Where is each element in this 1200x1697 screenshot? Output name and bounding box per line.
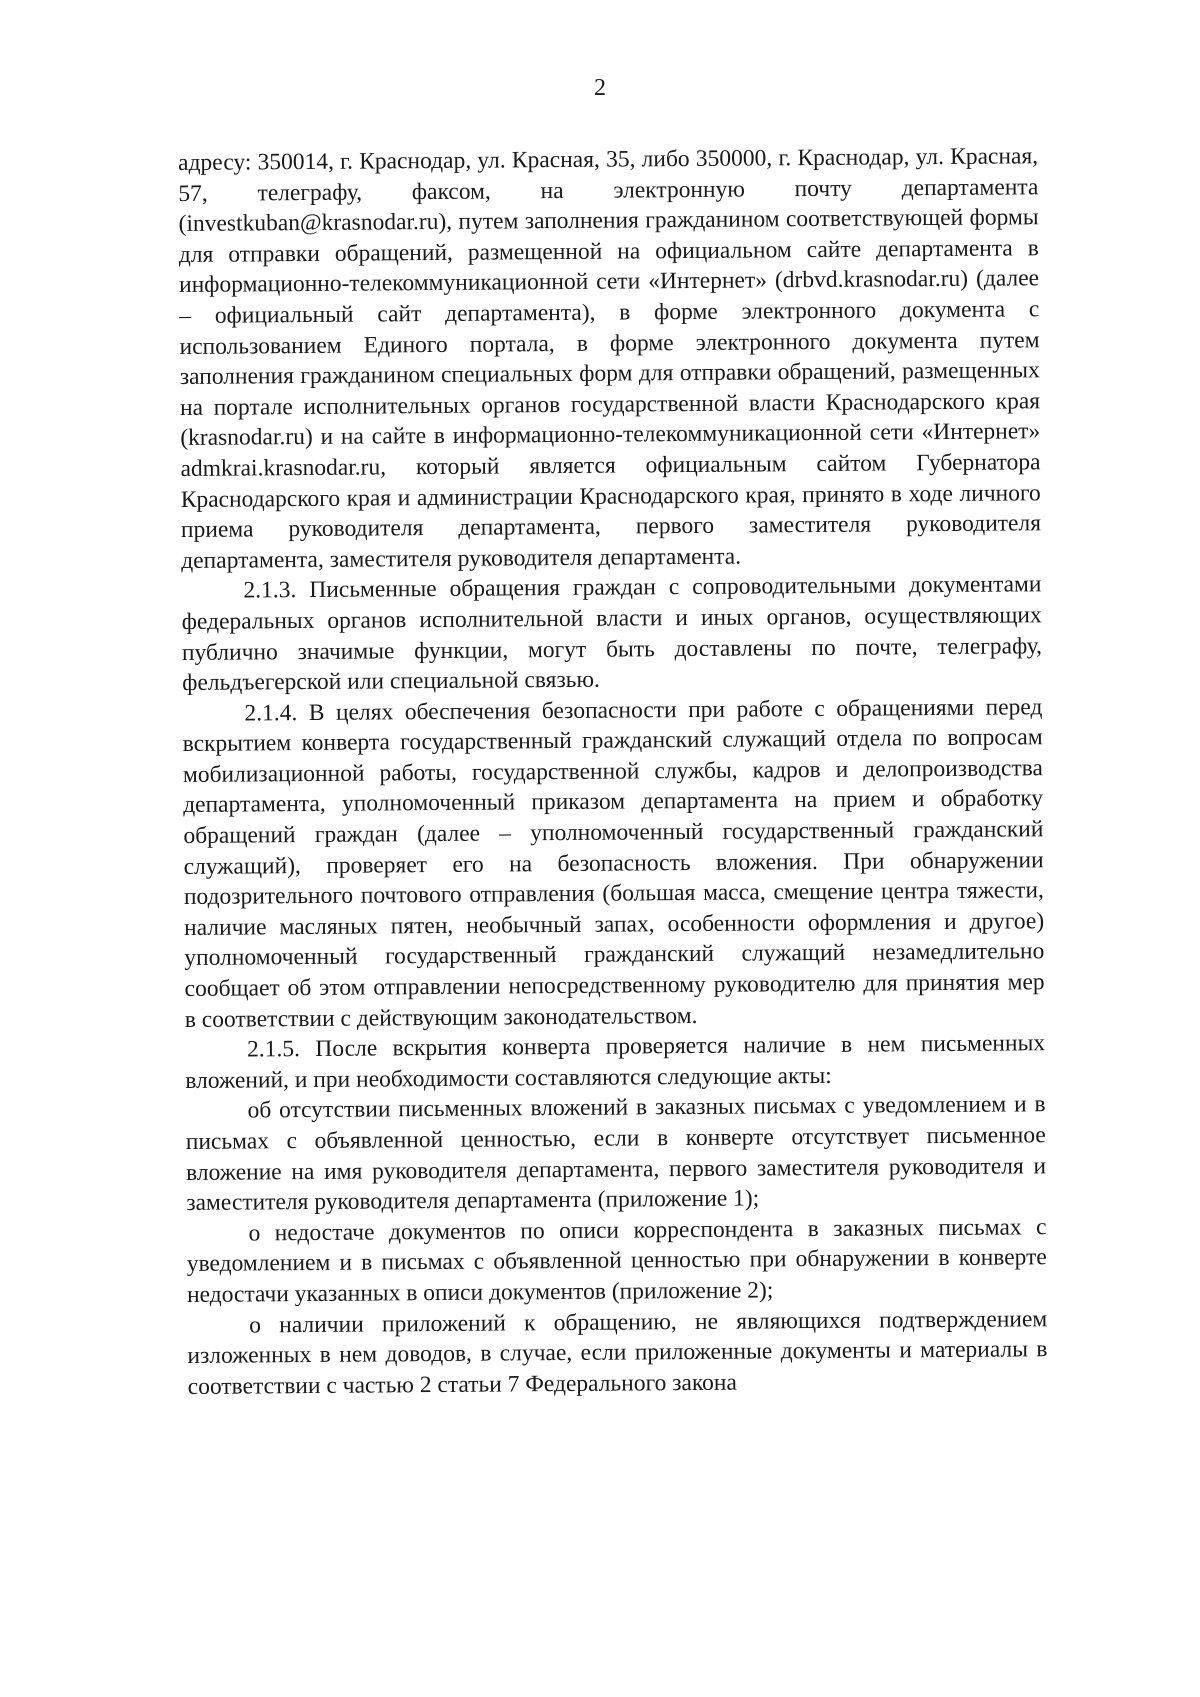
paragraph-act-shortage: о недостаче документов по описи корреспондента в заказных письмах с уведомлением и в письмах с объявленной ценностью при обнаружении в конверте недостачи указанных в описи документов (приложение 2); — [186, 1213, 1047, 1308]
paragraph-address: адресу: 350014, г. Краснодар, ул. Красная, 35, либо 350000, г. Краснодар, ул. Красная, 57, телеграфу, факсом, на электронную почту департамента (investkuban@krasnodar.ru), путем заполнения гражданином соответствующей формы для отправки обращений, размещенной на официальном сайте департамента в информационно-телекоммуникационной сети «Интернет» (drbvd.krasnodar.ru) (далее – официальный сайт департамента), в форме электронного документа с использованием Единого портала, в форме электронного документа путем заполнения гражданином специальных форм для отправки обращений, размещенных на портале исполнительных органов государственной власти Краснодарского края (krasnodar.ru) и на сайте в информационно-телекоммуникационной сети «Интернет» admkrai.krasnodar.ru, который является официальным сайтом Губернатора Краснодарского края и администрации Краснодарского края, принято в ходе личного приема руководителя департамента, первого заместителя руководителя департамента, заместителя руководителя департамента. — [178, 143, 1042, 574]
paragraph-2-1-4: 2.1.4. В целях обеспечения безопасности при работе с обращениями перед вскрытием конверта государственный гражданский служащий отдела по вопросам мобилизационной работы, государственной службы, кадров и делопроизводства департамента, уполномоченный приказом департамента на прием и обработку обращений граждан (далее – уполномоченный государственный гражданский служащий), проверяет его на безопасность вложения. При обнаружении подозрительного почтового отправления (большая масса, смещение центра тяжести, наличие масляных пятен, необычный запах, особенности оформления и другое) уполномоченный государственный гражданский служащий незамедлительно сообщает об этом отправлении непосредственному руководителю для принятия мер в соответствии с действующим законодательством. — [182, 693, 1045, 1033]
paragraph-act-absence: об отсутствии письменных вложений в заказных письмах с уведомлением и в письмах с объявленной ценностью, если в конверте отсутствует письменное вложение на имя руководителя департамента, первого заместителя руководителя и заместителя руководителя департамента (приложение 1); — [185, 1091, 1047, 1217]
document-body — [178, 141, 1048, 1402]
paragraph-2-1-3: 2.1.3. Письменные обращения граждан с сопроводительными документами федеральных органов исполнительной власти и иных органов, осуществляющих публично значимые функции, могут быть доставлены по почте, телеграфу, фельдъегерской или специальной связью. — [181, 571, 1043, 697]
paragraph-act-attachments: о наличии приложений к обращению, не являющихся подтверждением изложенных в нем доводов, в случае, если приложенные документы и материалы в соответствии с частью 2 статьи 7 Федерального закона — [187, 1305, 1048, 1400]
paragraph-2-1-5: 2.1.5. После вскрытия конверта проверяется наличие в нем письменных вложений, и при необходимости составляются следующие акты: — [185, 1030, 1046, 1094]
page-number: 2 — [594, 75, 606, 101]
